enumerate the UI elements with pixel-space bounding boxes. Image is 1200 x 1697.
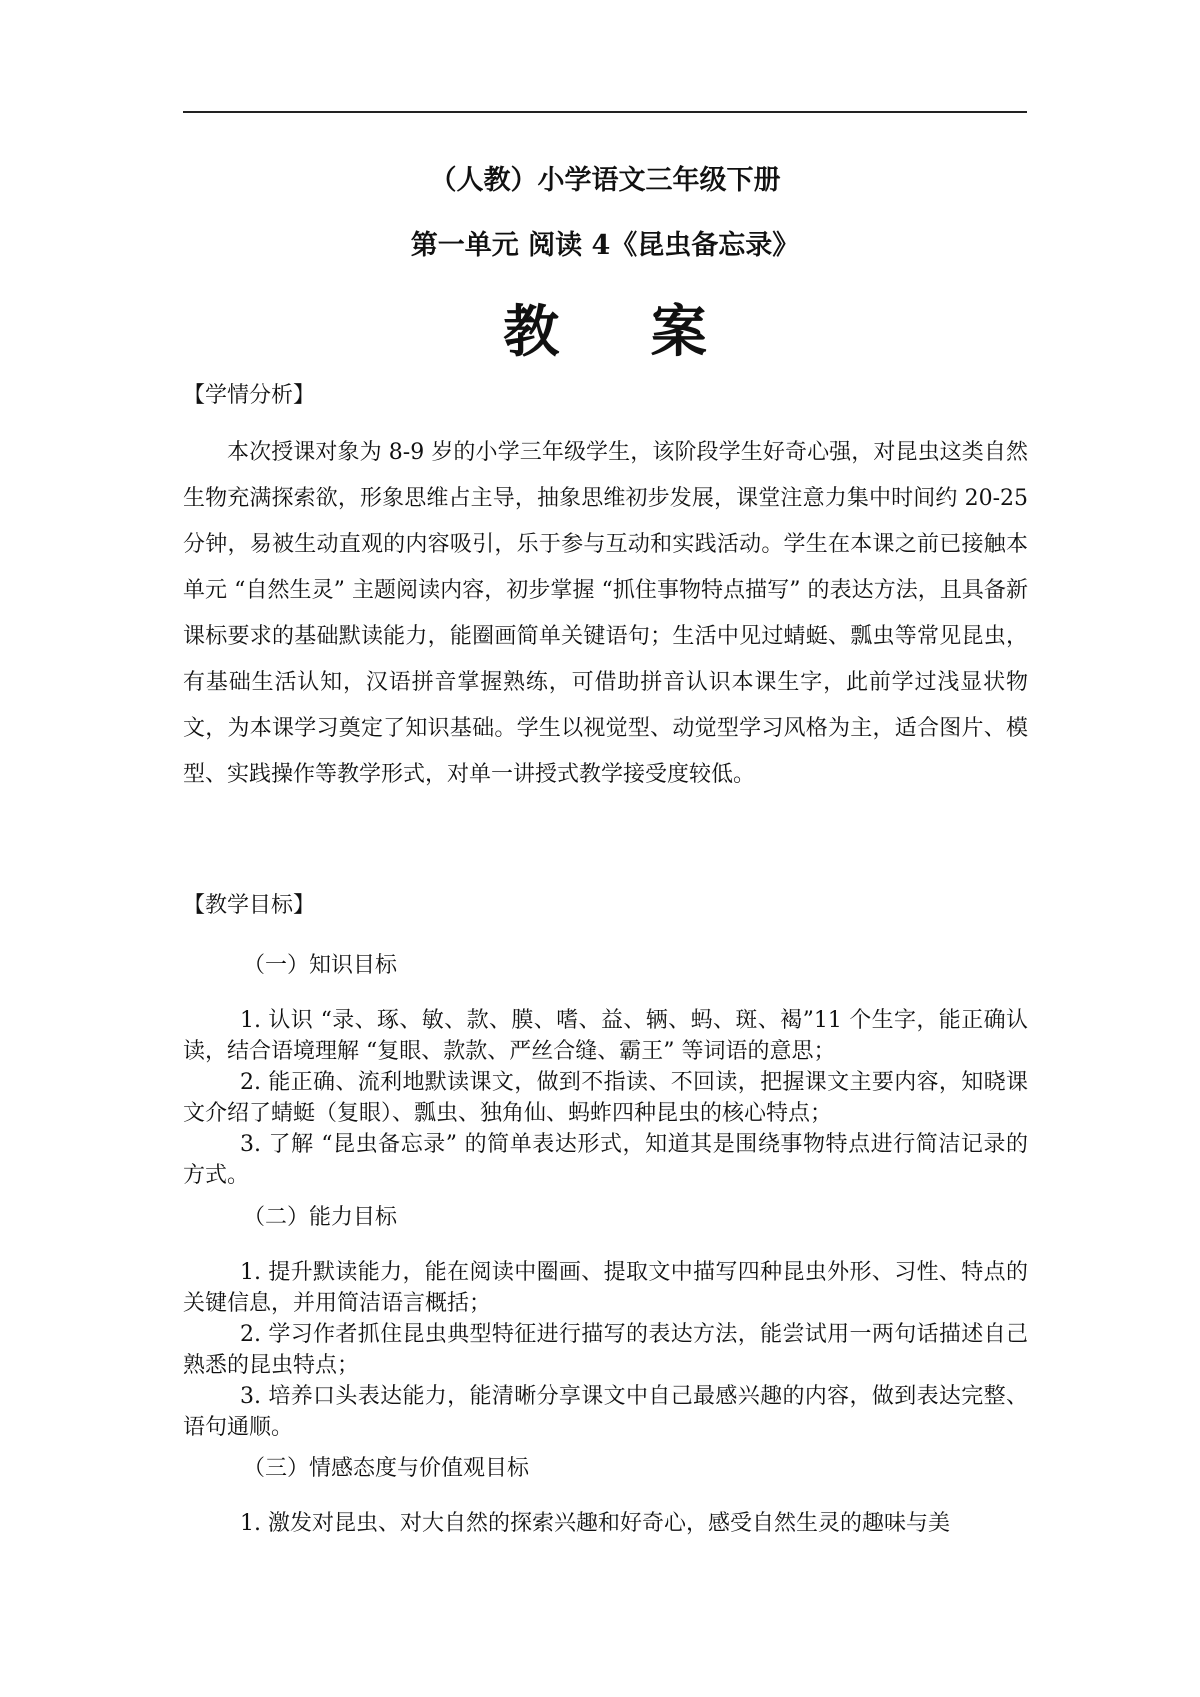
knowledge-goal-item: 2. 能正确、流利地默读课文，做到不指读、不回读，把握课文主要内容，知晓课文介绍了蜻蜓（复眼）、瓢虫、独角仙、蚂蚱四种昆虫的核心特点； (183, 1070, 1028, 1126)
knowledge-goal-item: 1. 认识 “录、琢、敏、款、膜、嗜、益、辆、蚂、斑、褐”11 个生字，能正确认读，结合语境理解 “复眼、款款、严丝合缝、霸王” 等词语的意思； (183, 1008, 1028, 1064)
header-rule (183, 111, 1027, 113)
page-title: 教 案 (503, 299, 743, 365)
ability-goal-item: 2. 学习作者抓住昆虫典型特征进行描写的表达方法，能尝试用一两句话描述自己熟悉的昆虫特点； (183, 1322, 1028, 1378)
lesson-subtitle: 第一单元 阅读 4《昆虫备忘录》 (410, 230, 800, 261)
ability-goal-item: 1. 提升默读能力，能在阅读中圈画、提取文中描写四种昆虫外形、习性、特点的关键信息，并用简洁语言概括； (183, 1260, 1028, 1316)
values-goals-title: （三）情感态度与价值观目标 (243, 1456, 530, 1481)
knowledge-goal-item: 3. 了解 “昆虫备忘录” 的简单表达形式，知道其是围绕事物特点进行简洁记录的方式。 (183, 1132, 1028, 1188)
section-heading-analysis: 【学情分析】 (183, 383, 316, 408)
ability-goals-title: （二）能力目标 (243, 1205, 398, 1230)
ability-goal-item: 3. 培养口头表达能力，能清晰分享课文中自己最感兴趣的内容，做到表达完整、语句通顺。 (183, 1384, 1028, 1440)
values-goal-item: 1. 激发对昆虫、对大自然的探索兴趣和好奇心，感受自然生灵的趣味与美 (240, 1511, 950, 1536)
course-subtitle: （人教）小学语文三年级下册 (429, 165, 781, 196)
analysis-paragraph: 本次授课对象为 8-9 岁的小学三年级学生，该阶段学生好奇心强，对昆虫这类自然生物充满探索欲，形象思维占主导，抽象思维初步发展，课堂注意力集中时间约 20-25 分钟，易被生动直观的内容吸引，乐于参与互动和实践活动。学生在本课之前已接触本单元 “自然生灵” 主题阅读内容，初步掌握 “抓住事物特点描写” 的表达方法，且具备新课标要求的基础默读能力，能圈画简单关键语句；生活中见过蜻蜓、瓢虫等常见昆虫，有基础生活认知，汉语拼音掌握熟练，可借助拼音认识本课生字，此前学过浅显状物文，为本课学习奠定了知识基础。学生以视觉型、动觉型学习风格为主，适合图片、模型、实践操作等教学形式，对单一讲授式教学接受度较低。 (183, 440, 1028, 787)
section-heading-goals: 【教学目标】 (183, 893, 316, 918)
knowledge-goals-title: （一）知识目标 (243, 953, 398, 978)
